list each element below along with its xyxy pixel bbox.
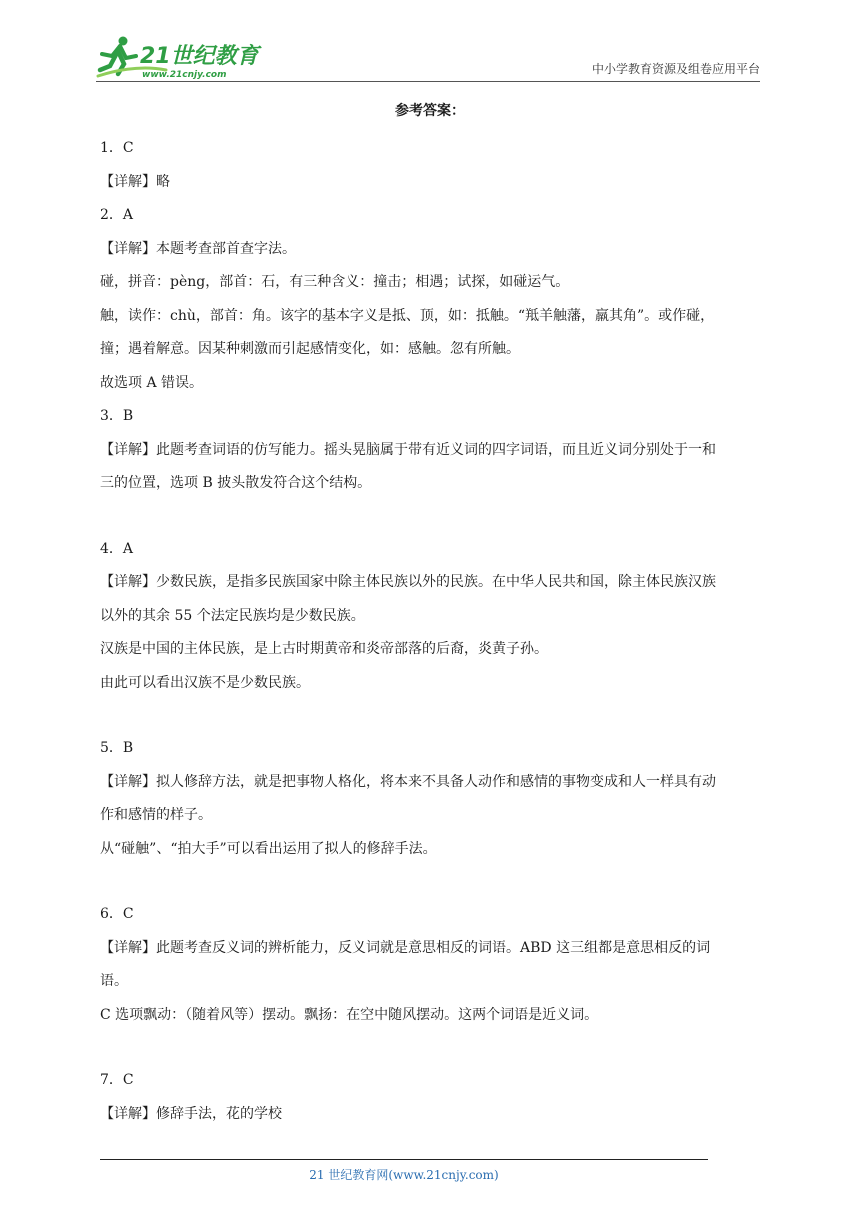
answer-number: 5．B <box>100 740 134 756</box>
answer-number: 4．A <box>100 540 134 557</box>
spacer <box>100 501 760 533</box>
answer-content <box>100 98 760 1131</box>
header-divider <box>96 81 760 82</box>
answer-7 <box>100 1064 760 1131</box>
answer-6 <box>100 898 760 1032</box>
answer-line: 从“碰触”、“拍大手”可以看出运用了拟人的修辞手法。 <box>100 840 437 857</box>
answer-1 <box>100 132 760 199</box>
answer-number: 1．C <box>100 140 134 156</box>
page-title: 参考答案： <box>395 103 465 119</box>
svg-text:www.21cnjy.com: www.21cnjy.com <box>142 70 227 80</box>
answer-line: 以外的其余 55 个法定民族均是少数民族。 <box>100 607 365 624</box>
svg-text:21世纪教育: 21世纪教育 <box>140 44 259 69</box>
answer-line: 由此可以看出汉族不是少数民族。 <box>100 674 310 691</box>
answer-2 <box>100 199 760 400</box>
answer-5 <box>100 732 760 866</box>
answer-line: 触，读作：chù，部首：角。该字的基本字义是抵、顶，如：抵触。“羝羊触藩，羸其角”。或作碰， <box>100 307 715 324</box>
spacer <box>100 1032 760 1064</box>
answer-line: 【详解】拟人修辞方法，就是把事物人格化，将本来不具备人动作和感情的事物变成和人一样具有动 <box>100 773 716 790</box>
answer-line: 【详解】修辞手法，花的学校 <box>100 1105 282 1122</box>
answer-line: C 选项飘动：（随着风等）摆动。飘扬：在空中随风摆动。这两个词语是近义词。 <box>100 1006 599 1023</box>
runner-logo-icon <box>96 34 266 80</box>
answer-number: 7．C <box>100 1072 134 1088</box>
answer-line: 【详解】此题考查反义词的辨析能力，反义词就是意思相反的词语。ABD 这三组都是意思相反的词 <box>100 939 711 956</box>
answer-line: 汉族是中国的主体民族，是上古时期黄帝和炎帝部落的后裔，炎黄子孙。 <box>100 641 548 657</box>
answer-line: 作和感情的样子。 <box>100 807 212 823</box>
answer-line: 三的位置，选项 B 披头散发符合这个结构。 <box>100 475 372 491</box>
answer-number: 2．A <box>100 207 134 223</box>
answer-line: 故选项 A 错误。 <box>100 374 204 391</box>
answer-line: 【详解】少数民族，是指多民族国家中除主体民族以外的民族。在中华人民共和国，除主体民族汉族 <box>100 574 716 590</box>
footer-divider <box>100 1159 708 1160</box>
page-header <box>96 24 760 84</box>
page-footer: 21 世纪教育网(www.21cnjy.com) <box>309 1168 499 1182</box>
logo <box>96 34 266 80</box>
answer-line: 撞；遇着解意。因某种刺激而引起感情变化，如：感触。忽有所触。 <box>100 341 520 357</box>
answer-line: 【详解】此题考查词语的仿写能力。摇头晃脑属于带有近义词的四字词语，而且近义词分别处于一和 <box>100 441 716 458</box>
answer-line: 【详解】略 <box>100 173 170 190</box>
answer-3 <box>100 400 760 501</box>
answer-4 <box>100 533 760 701</box>
spacer <box>100 866 760 898</box>
answer-line: 碰，拼音：pèng，部首：石，有三种含义：撞击；相遇；试探，如碰运气。 <box>100 274 570 290</box>
answer-number: 3．B <box>100 408 134 424</box>
answer-line: 语。 <box>100 973 128 989</box>
answer-number: 6．C <box>100 906 134 922</box>
answer-line: 【详解】本题考查部首查字法。 <box>100 240 296 257</box>
platform-name: 中小学教育资源及组卷应用平台 <box>591 62 760 76</box>
spacer <box>100 700 760 732</box>
